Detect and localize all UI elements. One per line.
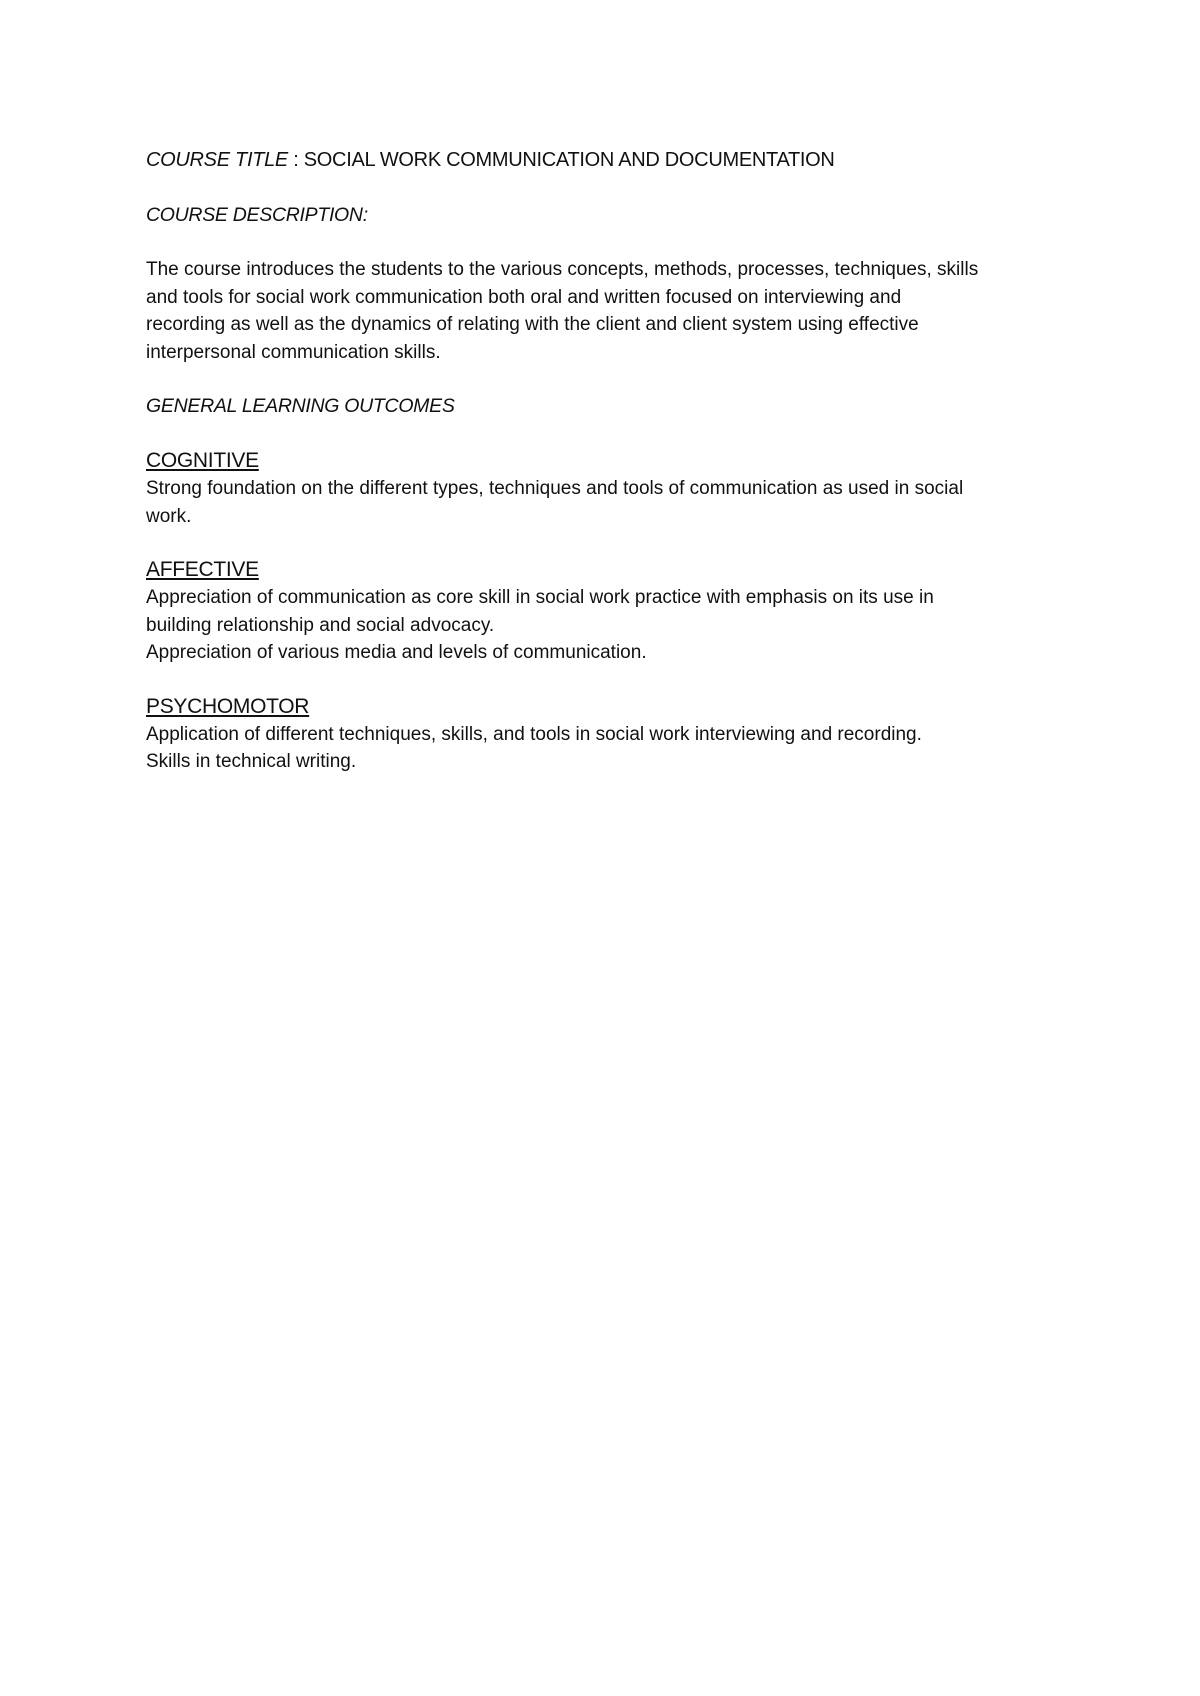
course-description-label: COURSE DESCRIPTION: xyxy=(146,204,368,226)
affective-line-1: Appreciation of communication as core skill in social work practice with emphasis on its use in xyxy=(146,587,934,608)
course-title-separator: : xyxy=(287,149,304,171)
cognitive-heading: COGNITIVE xyxy=(146,449,259,472)
course-title-line xyxy=(146,146,1046,174)
general-learning-outcomes-heading: GENERAL LEARNING OUTCOMES xyxy=(146,395,455,417)
affective-line-2: building relationship and social advocacy. xyxy=(146,614,495,636)
psychomotor-body xyxy=(146,721,1046,776)
course-description-paragraph xyxy=(146,256,1046,366)
description-line-3: recording as well as the dynamics of relating with the client and client system using effective xyxy=(146,314,919,335)
course-title-label: COURSE TITLE xyxy=(146,149,288,171)
affective-line-3: Appreciation of various media and levels of communication. xyxy=(146,642,647,663)
document-page xyxy=(146,146,1046,802)
description-line-2: and tools for social work communication both oral and written focused on interviewing and xyxy=(146,286,902,308)
psychomotor-line-2: Skills in technical writing. xyxy=(146,751,357,772)
cognitive-line-1: Strong foundation on the different types, techniques and tools of communication as used in social xyxy=(146,478,964,499)
cognitive-body xyxy=(146,475,1046,530)
description-line-4: interpersonal communication skills. xyxy=(146,341,441,363)
affective-heading: AFFECTIVE xyxy=(146,558,259,581)
psychomotor-line-1: Application of different techniques, skills, and tools in social work interviewing and recording. xyxy=(146,723,922,745)
psychomotor-heading: PSYCHOMOTOR xyxy=(146,694,310,718)
affective-body xyxy=(146,584,1046,667)
course-title-value: SOCIAL WORK COMMUNICATION AND DOCUMENTATION xyxy=(303,149,835,171)
description-line-1: The course introduces the students to the various concepts, methods, processes, techniques, skills xyxy=(146,259,979,280)
cognitive-line-2: work. xyxy=(146,505,192,527)
